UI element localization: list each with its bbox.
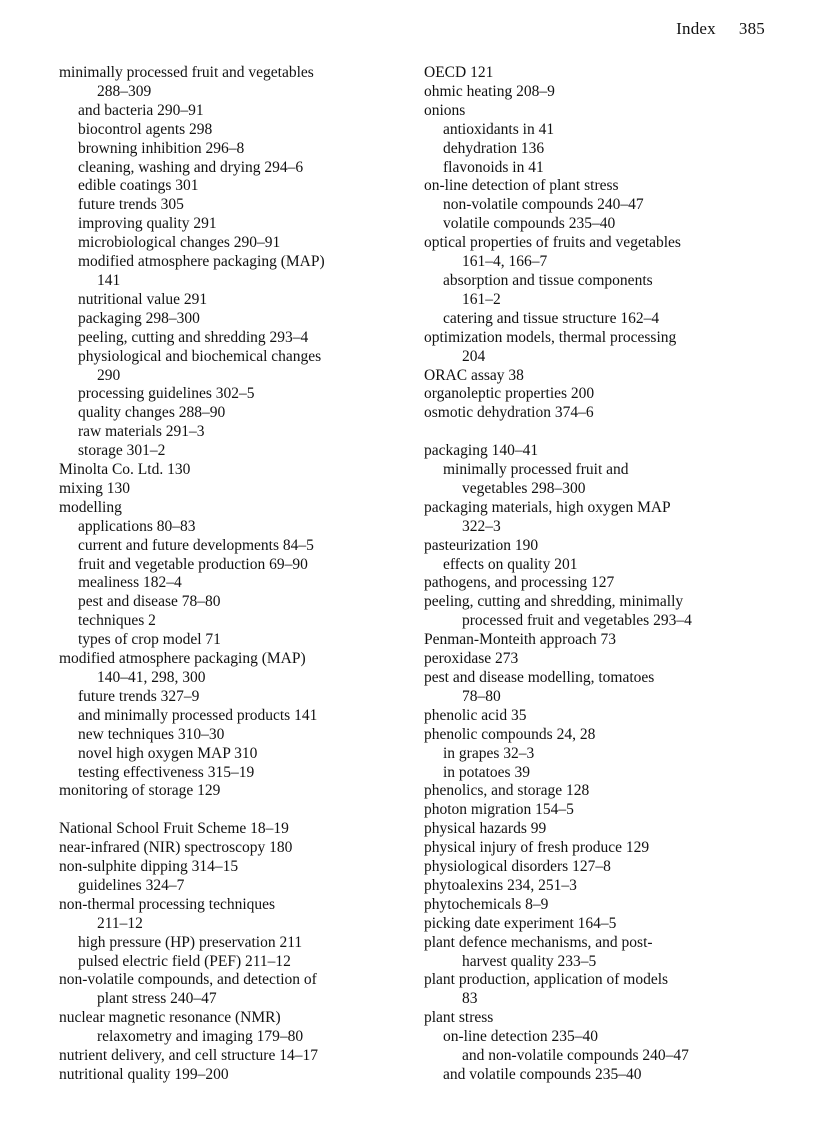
- index-subentry: and minimally processed products 141: [78, 706, 318, 724]
- index-entry: nuclear magnetic resonance (NMR): [59, 1009, 281, 1027]
- index-subentry: fruit and vegetable production 69–90: [78, 555, 308, 573]
- running-header: [676, 19, 765, 39]
- index-entry: minimally processed fruit and vegetables: [59, 64, 314, 81]
- index-entry: pasteurization 190: [424, 536, 539, 554]
- index-entry: picking date experiment 164–5: [424, 914, 617, 932]
- index-entry-continuation: 161–4, 166–7: [462, 253, 548, 271]
- index-subentry: guidelines 324–7: [78, 876, 185, 894]
- index-entry: optimization models, thermal processing: [424, 328, 677, 346]
- index-entry: physical hazards 99: [424, 820, 547, 838]
- index-subentry: on-line detection 235–40: [443, 1028, 598, 1046]
- index-entry: mixing 130: [59, 479, 131, 497]
- index-entry: National School Fruit Scheme 18–19: [59, 820, 289, 838]
- index-entry: nutrient delivery, and cell structure 14–17: [59, 1047, 318, 1065]
- index-entry: monitoring of storage 129: [59, 782, 221, 800]
- section-gap: [424, 423, 774, 442]
- index-entry-continuation: 290: [97, 366, 121, 384]
- index-subentry: high pressure (HP) preservation 211: [78, 933, 303, 951]
- index-column-right: [424, 64, 774, 1085]
- index-subentry: packaging 298–300: [78, 309, 200, 327]
- index-column-left: [59, 64, 399, 1085]
- index-subentry: new techniques 310–30: [78, 725, 225, 743]
- index-subentry: peeling, cutting and shredding 293–4: [78, 328, 309, 346]
- index-subentry: future trends 305: [78, 196, 184, 214]
- section-gap: [59, 801, 399, 820]
- index-subentry: cleaning, washing and drying 294–6: [78, 158, 304, 176]
- index-subentry: pulsed electric field (PEF) 211–12: [78, 952, 291, 970]
- index-subentry: antioxidants in 41: [443, 120, 555, 138]
- header-title: Index: [676, 19, 716, 38]
- index-entry: optical properties of fruits and vegetables: [424, 234, 681, 252]
- index-subentry: in grapes 32–3: [443, 744, 535, 762]
- index-subentry: and volatile compounds 235–40: [443, 1066, 642, 1084]
- index-entry: organoleptic properties 200: [424, 385, 595, 403]
- index-entry-continuation: 141: [97, 271, 121, 289]
- index-entry: peeling, cutting and shredding, minimally: [424, 593, 684, 611]
- index-entry: phenolics, and storage 128: [424, 782, 590, 800]
- index-entry: phenolic acid 35: [424, 706, 527, 724]
- index-subentry: in potatoes 39: [443, 763, 530, 781]
- index-subentry: novel high oxygen MAP 310: [78, 744, 258, 762]
- index-subentry: testing effectiveness 315–19: [78, 763, 255, 781]
- index-entry-continuation: 140–41, 298, 300: [97, 669, 206, 686]
- index-subentry: quality changes 288–90: [78, 404, 226, 422]
- index-entry: onions: [424, 101, 466, 119]
- index-subentry: biocontrol agents 298: [78, 120, 213, 138]
- index-subentry: browning inhibition 296–8: [78, 139, 245, 157]
- index-subentry: applications 80–83: [78, 517, 196, 535]
- index-entry: photon migration 154–5: [424, 801, 574, 819]
- index-entry-continuation: 211–12: [97, 914, 143, 932]
- index-subentry: physiological and biochemical changes: [78, 347, 322, 365]
- index-subentry: mealiness 182–4: [78, 574, 182, 592]
- index-entry: phytochemicals 8–9: [424, 895, 549, 913]
- index-subentry: microbiological changes 290–91: [78, 234, 281, 252]
- index-subentry: future trends 327–9: [78, 687, 200, 705]
- index-subentry: edible coatings 301: [78, 177, 199, 195]
- index-subentry: dehydration 136: [443, 139, 545, 157]
- index-subentry: volatile compounds 235–40: [443, 215, 616, 233]
- index-entry-continuation: relaxometry and imaging 179–80: [97, 1028, 304, 1046]
- index-subentry: modified atmosphere packaging (MAP): [78, 253, 325, 271]
- index-entry-continuation: plant stress 240–47: [97, 990, 217, 1008]
- index-entry: plant defence mechanisms, and post-: [424, 933, 653, 951]
- index-entry: plant production, application of models: [424, 971, 669, 989]
- index-entry-continuation: 83: [462, 990, 478, 1008]
- index-subentry: storage 301–2: [78, 442, 166, 460]
- index-entry: pest and disease modelling, tomatoes: [424, 668, 655, 686]
- index-entry: Penman-Monteith approach 73: [424, 631, 616, 649]
- index-subentry: minimally processed fruit and: [443, 461, 629, 479]
- index-entry: Minolta Co. Ltd. 130: [59, 461, 191, 479]
- index-entry: phenolic compounds 24, 28: [424, 725, 596, 743]
- page-number: 385: [738, 19, 765, 38]
- index-entry: non-thermal processing techniques: [59, 895, 276, 913]
- index-subentry: improving quality 291: [78, 215, 217, 233]
- index-subentry: processing guidelines 302–5: [78, 385, 255, 403]
- index-entry-continuation: 161–2: [462, 290, 501, 308]
- index-entry-continuation: 322–3: [462, 517, 501, 535]
- index-entry-continuation: 288–309: [97, 82, 152, 100]
- index-subentry: and bacteria 290–91: [78, 101, 204, 119]
- index-entry-continuation: 78–80: [462, 687, 501, 705]
- index-subentry: non-volatile compounds 240–47: [443, 196, 644, 214]
- index-entry-continuation: vegetables 298–300: [462, 479, 586, 497]
- index-entry: nutritional quality 199–200: [59, 1066, 229, 1084]
- index-entry-continuation: and non-volatile compounds 240–47: [462, 1047, 689, 1065]
- index-subentry: pest and disease 78–80: [78, 593, 221, 611]
- index-entry: plant stress: [424, 1009, 494, 1027]
- index-entry: physical injury of fresh produce 129: [424, 839, 650, 857]
- index-subentry: absorption and tissue components: [443, 271, 653, 289]
- index-entry: OECD 121: [424, 64, 494, 81]
- index-subentry: catering and tissue structure 162–4: [443, 309, 660, 327]
- index-subentry: effects on quality 201: [443, 555, 578, 573]
- index-subentry: current and future developments 84–5: [78, 536, 314, 554]
- index-entry: ORAC assay 38: [424, 366, 524, 384]
- index-entry-continuation: 204: [462, 347, 486, 365]
- index-entry: physiological disorders 127–8: [424, 858, 611, 876]
- index-subentry: techniques 2: [78, 612, 156, 630]
- index-entry: non-volatile compounds, and detection of: [59, 971, 317, 989]
- index-entry: modelling: [59, 498, 122, 516]
- index-entry: packaging 140–41: [424, 442, 539, 460]
- index-entry: peroxidase 273: [424, 650, 519, 668]
- index-entry: near-infrared (NIR) spectroscopy 180: [59, 839, 293, 857]
- index-subentry: nutritional value 291: [78, 290, 208, 308]
- index-entry-continuation: processed fruit and vegetables 293–4: [462, 612, 692, 630]
- index-subentry: types of crop model 71: [78, 631, 221, 649]
- index-entry: pathogens, and processing 127: [424, 574, 615, 592]
- index-entry: ohmic heating 208–9: [424, 82, 555, 100]
- index-subentry: raw materials 291–3: [78, 423, 205, 441]
- index-subentry: flavonoids in 41: [443, 158, 544, 176]
- index-entry: non-sulphite dipping 314–15: [59, 858, 239, 876]
- index-entry: modified atmosphere packaging (MAP): [59, 650, 306, 668]
- index-entry-continuation: harvest quality 233–5: [462, 952, 597, 970]
- index-entry: phytoalexins 234, 251–3: [424, 876, 577, 894]
- index-entry: packaging materials, high oxygen MAP: [424, 498, 671, 516]
- index-entry: osmotic dehydration 374–6: [424, 404, 594, 422]
- index-entry: on-line detection of plant stress: [424, 177, 619, 195]
